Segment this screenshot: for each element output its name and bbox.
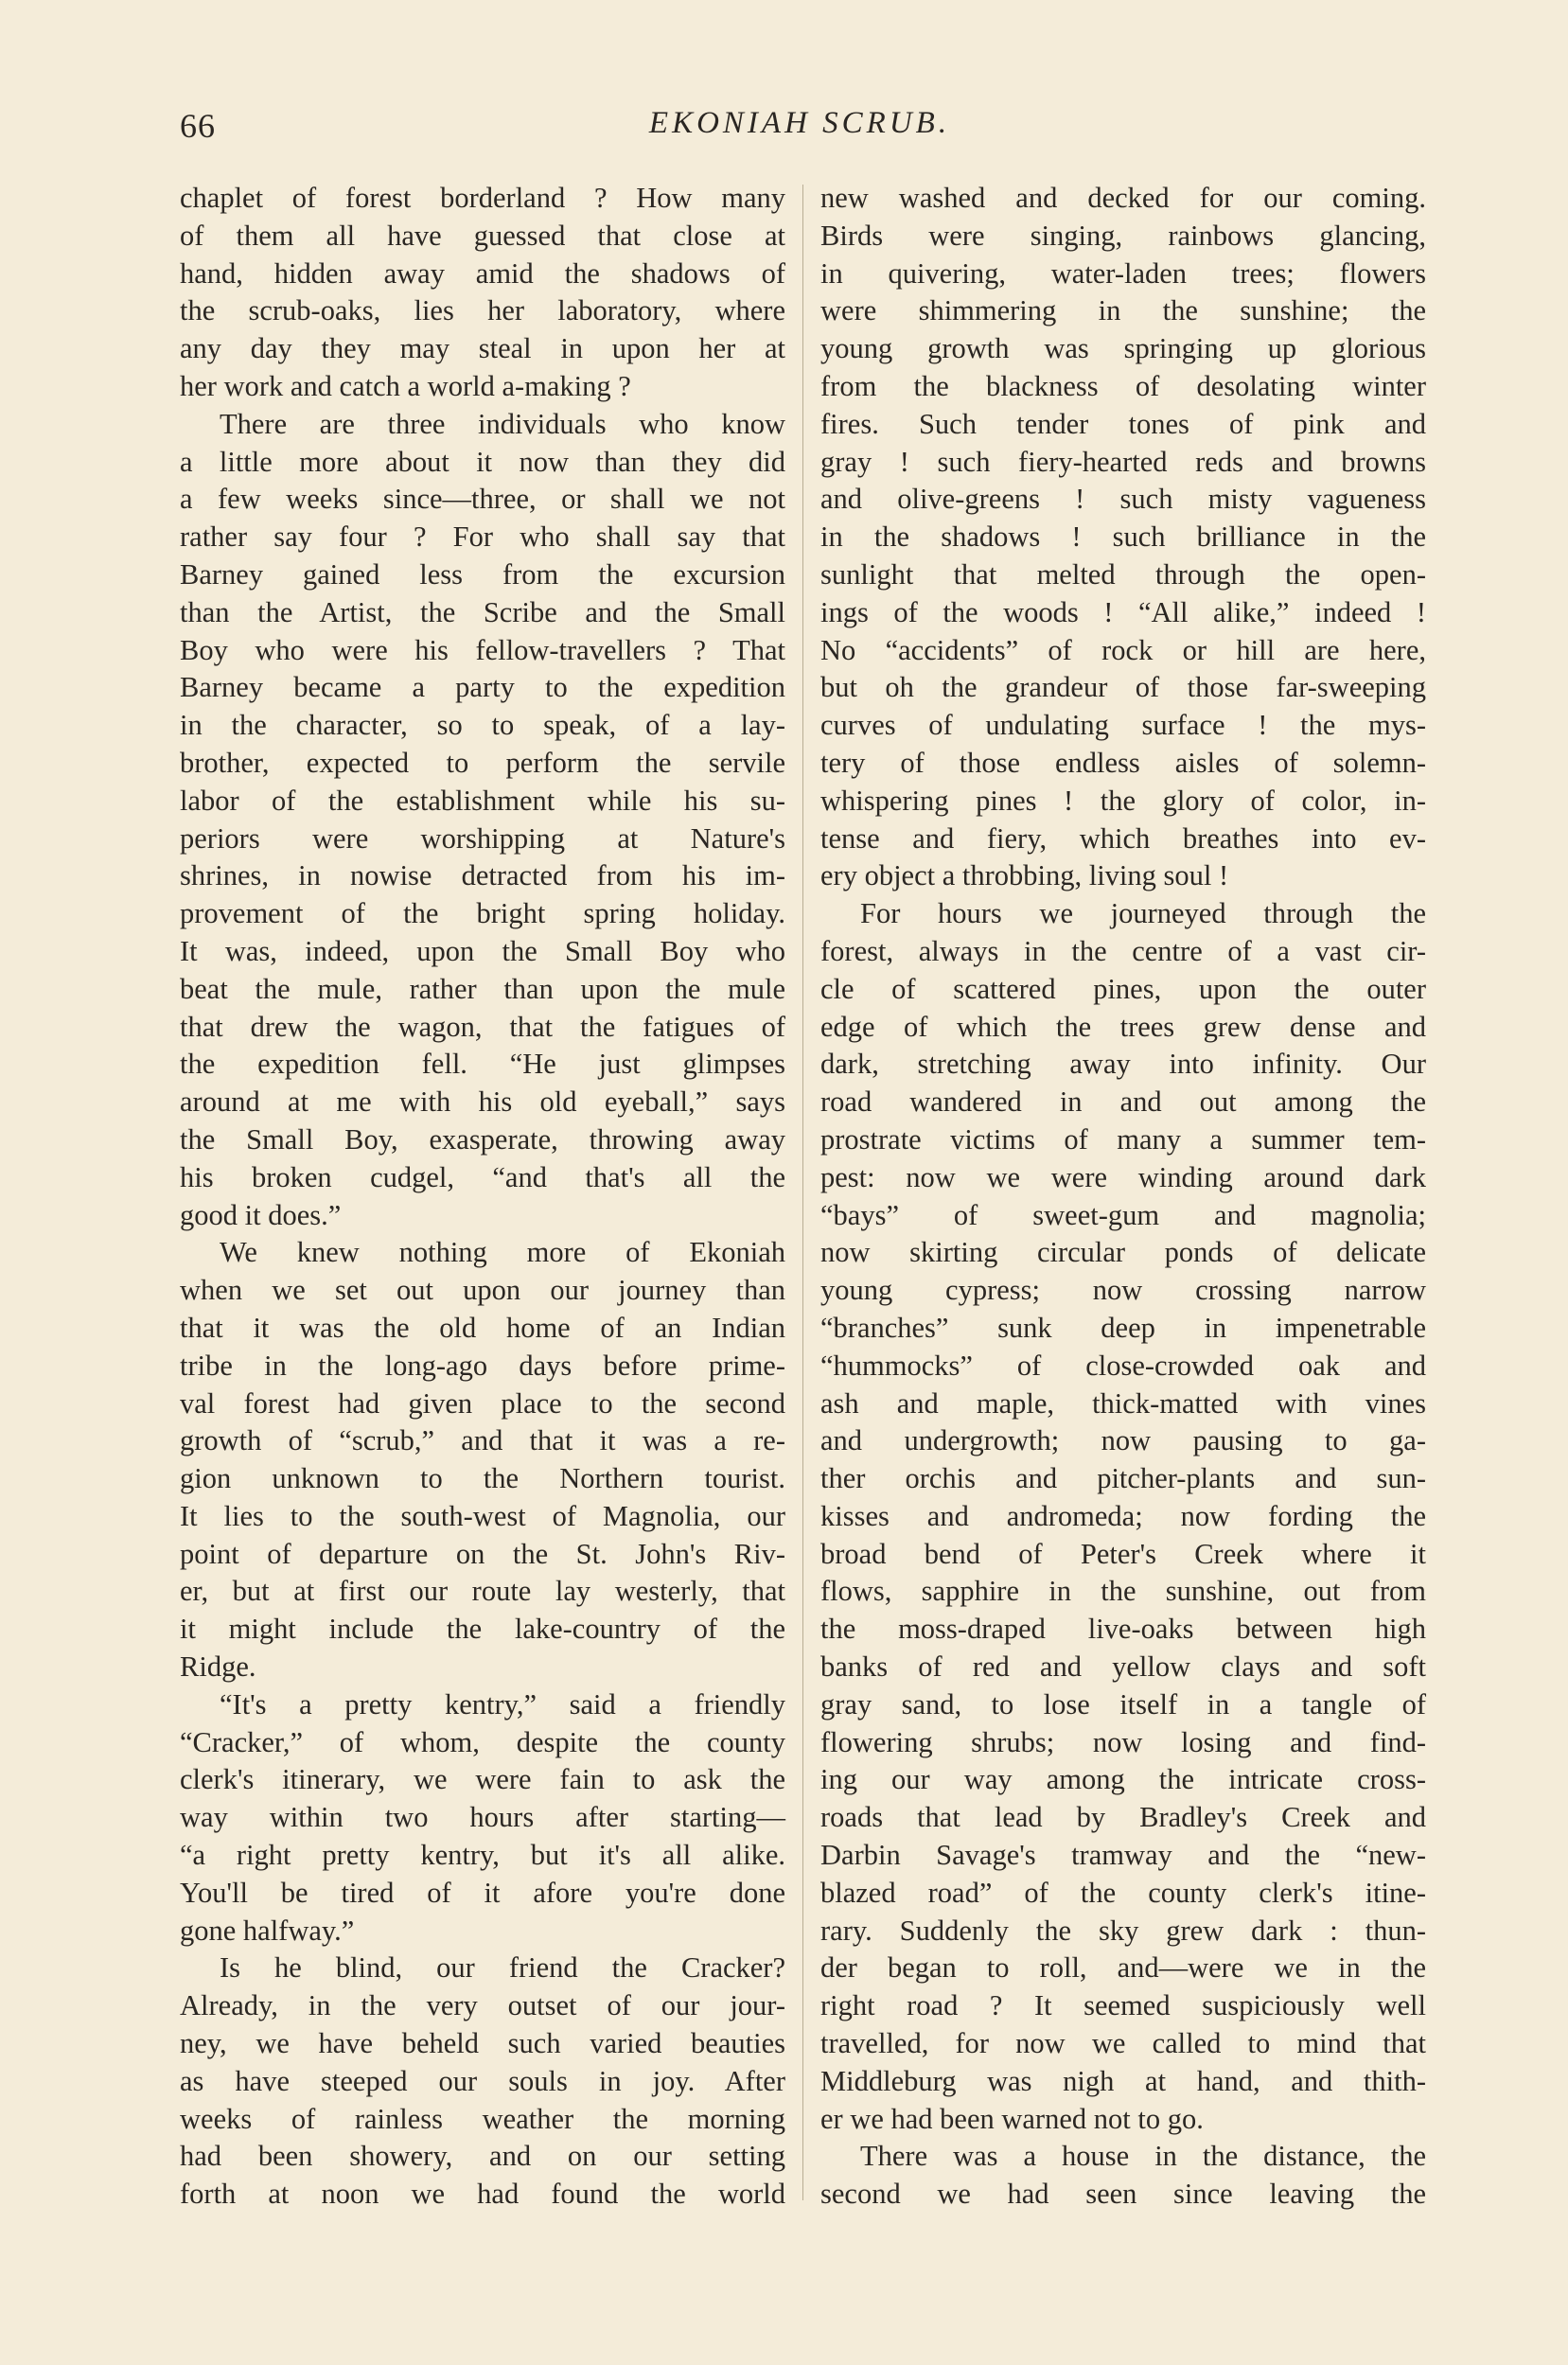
text-line: It was, indeed, upon the Small Boy who (180, 934, 785, 967)
text-line: pest: now we were winding around dark (820, 1160, 1426, 1193)
text-line: fires. Such tender tones of pink and (820, 407, 1426, 440)
text-line: rary. Suddenly the sky grew dark : thun- (820, 1914, 1426, 1947)
text-line: that it was the old home of an Indian (180, 1311, 785, 1344)
left-column (180, 180, 785, 2214)
text-line: ings of the woods ! “All alike,” indeed ! (820, 595, 1426, 628)
text-line: Ridge. (180, 1650, 256, 1684)
text-line: and olive-greens ! such misty vagueness (820, 483, 1426, 516)
text-line: edge of which the trees grew dense and (820, 1010, 1426, 1043)
text-line: It lies to the south-west of Magnolia, our (180, 1499, 785, 1532)
text-line: good it does.” (180, 1198, 342, 1231)
text-line: tery of those endless aisles of solemn- (820, 746, 1426, 779)
running-header (180, 106, 1419, 153)
text-line: right road ? It seemed suspiciously well (820, 1989, 1426, 2022)
text-line: and undergrowth; now pausing to ga- (820, 1424, 1426, 1457)
text-line: val forest had given place to the second (180, 1386, 785, 1420)
text-line: There was a house in the distance, the (860, 2140, 1426, 2173)
text-line: from the blackness of desolating winter (820, 369, 1426, 402)
text-line: flows, sapphire in the sunshine, out from (820, 1575, 1426, 1608)
running-title: EKONIAH SCRUB. (648, 106, 951, 140)
text-line: der began to roll, and—were we in the (820, 1951, 1426, 1985)
text-line: that drew the wagon, that the fatigues of (180, 1010, 785, 1043)
text-line: road wandered in and out among the (820, 1085, 1426, 1119)
text-line: gray ! such fiery-hearted reds and browns (820, 445, 1426, 478)
text-line: any day they may steal in upon her at (180, 332, 785, 365)
text-line: forest, always in the centre of a vast cir- (820, 934, 1426, 967)
text-line: kisses and andromeda; now fording the (820, 1499, 1426, 1532)
text-line: tense and fiery, which breathes into ev- (820, 821, 1426, 855)
text-line: it might include the lake-country of the (180, 1613, 785, 1646)
text-line: weeks of rainless weather the morning (180, 2102, 785, 2135)
text-line: in the shadows ! such brilliance in the (820, 521, 1426, 554)
text-line: Already, in the very outset of our jour- (180, 1989, 785, 2022)
text-line: as have steeped our souls in joy. After (180, 2064, 785, 2097)
text-line: whispering pines ! the glory of color, in- (820, 784, 1426, 817)
text-line: dark, stretching away into infinity. Our (820, 1048, 1426, 1081)
text-line: There are three individuals who know (220, 407, 785, 440)
text-line: sunlight that melted through the open- (820, 557, 1426, 591)
text-line: were shimmering in the sunshine; the (820, 294, 1426, 327)
text-line: roads that lead by Bradley's Creek and (820, 1801, 1426, 1834)
text-line: Birds were singing, rainbows glancing, (820, 219, 1426, 252)
text-line: a few weeks since—three, or shall we not (180, 483, 785, 516)
text-line: gray sand, to lose itself in a tangle of (820, 1687, 1426, 1721)
text-line: periors were worshipping at Nature's (180, 821, 785, 855)
right-column (820, 180, 1426, 2214)
text-line: new washed and decked for our coming. (820, 182, 1426, 214)
text-line: labor of the establishment while his su- (180, 784, 785, 817)
text-line: a little more about it now than they did (180, 445, 785, 478)
text-line: gion unknown to the Northern tourist. (180, 1462, 785, 1495)
text-line: er, but at first our route lay westerly, that (180, 1575, 785, 1608)
text-line: Is he blind, our friend the Cracker? (220, 1951, 785, 1985)
text-line: hand, hidden away amid the shadows of (180, 256, 785, 290)
text-line: his broken cudgel, “and that's all the (180, 1160, 785, 1193)
text-line: young cypress; now crossing narrow (820, 1274, 1426, 1307)
text-line: the moss-draped live-oaks between high (820, 1613, 1426, 1646)
text-line: in quivering, water-laden trees; flowers (820, 256, 1426, 290)
text-line: shrines, in nowise detracted from his im- (180, 859, 785, 892)
text-line: banks of red and yellow clays and soft (820, 1650, 1426, 1684)
text-line: around at me with his old eyeball,” says (180, 1085, 785, 1119)
text-line: ery object a throbbing, living soul ! (820, 859, 1229, 892)
text-line: flowering shrubs; now losing and find- (820, 1725, 1426, 1758)
text-line: than the Artist, the Scribe and the Small (180, 595, 785, 628)
text-line: her work and catch a world a-making ? (180, 369, 631, 402)
text-line: beat the mule, rather than upon the mule (180, 972, 785, 1005)
text-line: but oh the grandeur of those far-sweeping (820, 671, 1426, 704)
text-line: had been showery, and on our setting (180, 2140, 785, 2173)
text-line: No “accidents” of rock or hill are here, (820, 633, 1426, 666)
text-line: tribe in the long-ago days before prime- (180, 1349, 785, 1382)
text-line: You'll be tired of it afore you're done (180, 1876, 785, 1909)
text-line: forth at noon we had found the world (180, 2178, 785, 2211)
text-line: broad bend of Peter's Creek where it (820, 1537, 1426, 1570)
text-line: Darbin Savage's tramway and the “new- (820, 1839, 1426, 1872)
text-line: “Cracker,” of whom, despite the county (180, 1725, 785, 1758)
text-line: young growth was springing up glorious (820, 332, 1426, 365)
text-line: “It's a pretty kentry,” said a friendly (220, 1687, 785, 1721)
text-line: “bays” of sweet-gum and magnolia; (820, 1198, 1426, 1231)
text-line: travelled, for now we called to mind that (820, 2027, 1426, 2060)
text-line: er we had been warned not to go. (820, 2102, 1204, 2135)
text-line: gone halfway.” (180, 1914, 355, 1947)
text-line: We knew nothing more of Ekoniah (220, 1236, 785, 1269)
text-line: way within two hours after starting— (180, 1801, 785, 1834)
text-line: when we set out upon our journey than (180, 1274, 785, 1307)
text-line: curves of undulating surface ! the mys- (820, 709, 1426, 742)
text-line: the expedition fell. “He just glimpses (180, 1048, 785, 1081)
column-divider (802, 185, 803, 2200)
text-line: second we had seen since leaving the (820, 2178, 1426, 2211)
text-line: “branches” sunk deep in impenetrable (820, 1311, 1426, 1344)
text-line: prostrate victims of many a summer tem- (820, 1122, 1426, 1156)
text-line: chaplet of forest borderland ? How many (180, 182, 785, 214)
text-line: “hummocks” of close-crowded oak and (820, 1349, 1426, 1382)
text-line: growth of “scrub,” and that it was a re- (180, 1424, 785, 1457)
text-line: Barney gained less from the excursion (180, 557, 785, 591)
text-line: of them all have guessed that close at (180, 219, 785, 252)
text-line: ing our way among the intricate cross- (820, 1763, 1426, 1796)
text-line: clerk's itinerary, we were fain to ask the (180, 1763, 785, 1796)
text-line: now skirting circular ponds of delicate (820, 1236, 1426, 1269)
page-number: 66 (180, 107, 216, 145)
text-line: ash and maple, thick-matted with vines (820, 1386, 1426, 1420)
text-line: ney, we have beheld such varied beauties (180, 2027, 785, 2060)
text-line: Boy who were his fellow-travellers ? That (180, 633, 785, 666)
text-line: point of departure on the St. John's Riv- (180, 1537, 785, 1570)
text-line: Middleburg was nigh at hand, and thith- (820, 2064, 1426, 2097)
text-line: provement of the bright spring holiday. (180, 897, 785, 930)
text-line: brother, expected to perform the servile (180, 746, 785, 779)
text-line: cle of scattered pines, upon the outer (820, 972, 1426, 1005)
text-line: “a right pretty kentry, but it's all alike. (180, 1839, 785, 1872)
text-line: blazed road” of the county clerk's itine- (820, 1876, 1426, 1909)
text-line: the scrub-oaks, lies her laboratory, where (180, 294, 785, 327)
text-line: ther orchis and pitcher-plants and sun- (820, 1462, 1426, 1495)
text-line: Barney became a party to the expedition (180, 671, 785, 704)
text-line: in the character, so to speak, of a lay- (180, 709, 785, 742)
text-line: the Small Boy, exasperate, throwing away (180, 1122, 785, 1156)
text-line: For hours we journeyed through the (860, 897, 1426, 930)
text-line: rather say four ? For who shall say that (180, 521, 785, 554)
